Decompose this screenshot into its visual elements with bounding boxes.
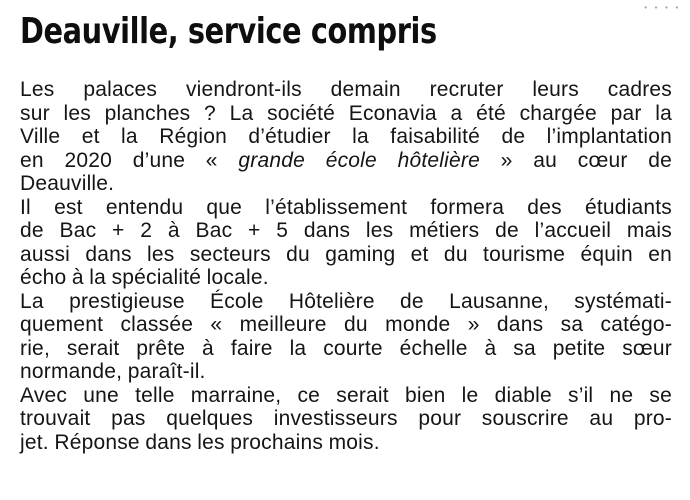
text-segment: en 2020 d’une « bbox=[20, 148, 239, 172]
text-line bbox=[20, 149, 672, 173]
article bbox=[20, 11, 673, 454]
text-line: Avec une telle marraine, ce serait bien le diable s’il ne se bbox=[20, 383, 672, 407]
text-line: normande, paraît-il. bbox=[20, 360, 206, 383]
text-line: jet. Réponse dans les prochains mois. bbox=[20, 430, 380, 454]
text-line: La prestigieuse École Hôtelière de Lausanne, systémati- bbox=[20, 289, 672, 313]
text-line: Les palaces viendront-ils demain recruter leurs cadres bbox=[20, 78, 672, 101]
text-line: Ville et la Région d’étudier la faisabilité de l’implantation bbox=[20, 125, 672, 148]
page-marker: • • • • bbox=[643, 4, 680, 12]
text-line: sur les planches ? La société Econavia a été chargée par la bbox=[20, 101, 672, 125]
text-segment: » au cœur de bbox=[479, 148, 673, 172]
text-line: Il est entendu que l’établissement formera des étudiants bbox=[20, 195, 672, 219]
text-line: écho à la spécialité locale. bbox=[20, 266, 269, 289]
article-body bbox=[20, 78, 672, 454]
text-line: trouvait pas quelques investisseurs pour souscrire au pro- bbox=[20, 407, 672, 430]
text-line: rie, serait prête à faire la courte échelle à sa petite sœur bbox=[20, 336, 672, 360]
text-line: aussi dans les secteurs du gaming et du tourisme équin en bbox=[20, 242, 672, 266]
text-line: quement classée « meilleure du monde » dans sa catégo- bbox=[20, 313, 672, 336]
headline: Deauville, service compris bbox=[20, 11, 437, 52]
emphasized-phrase: grande école hôtelière bbox=[238, 148, 480, 172]
text-line: Deauville. bbox=[20, 172, 115, 195]
text-line: de Bac + 2 à Bac + 5 dans les métiers de l’accueil mais bbox=[20, 219, 672, 242]
